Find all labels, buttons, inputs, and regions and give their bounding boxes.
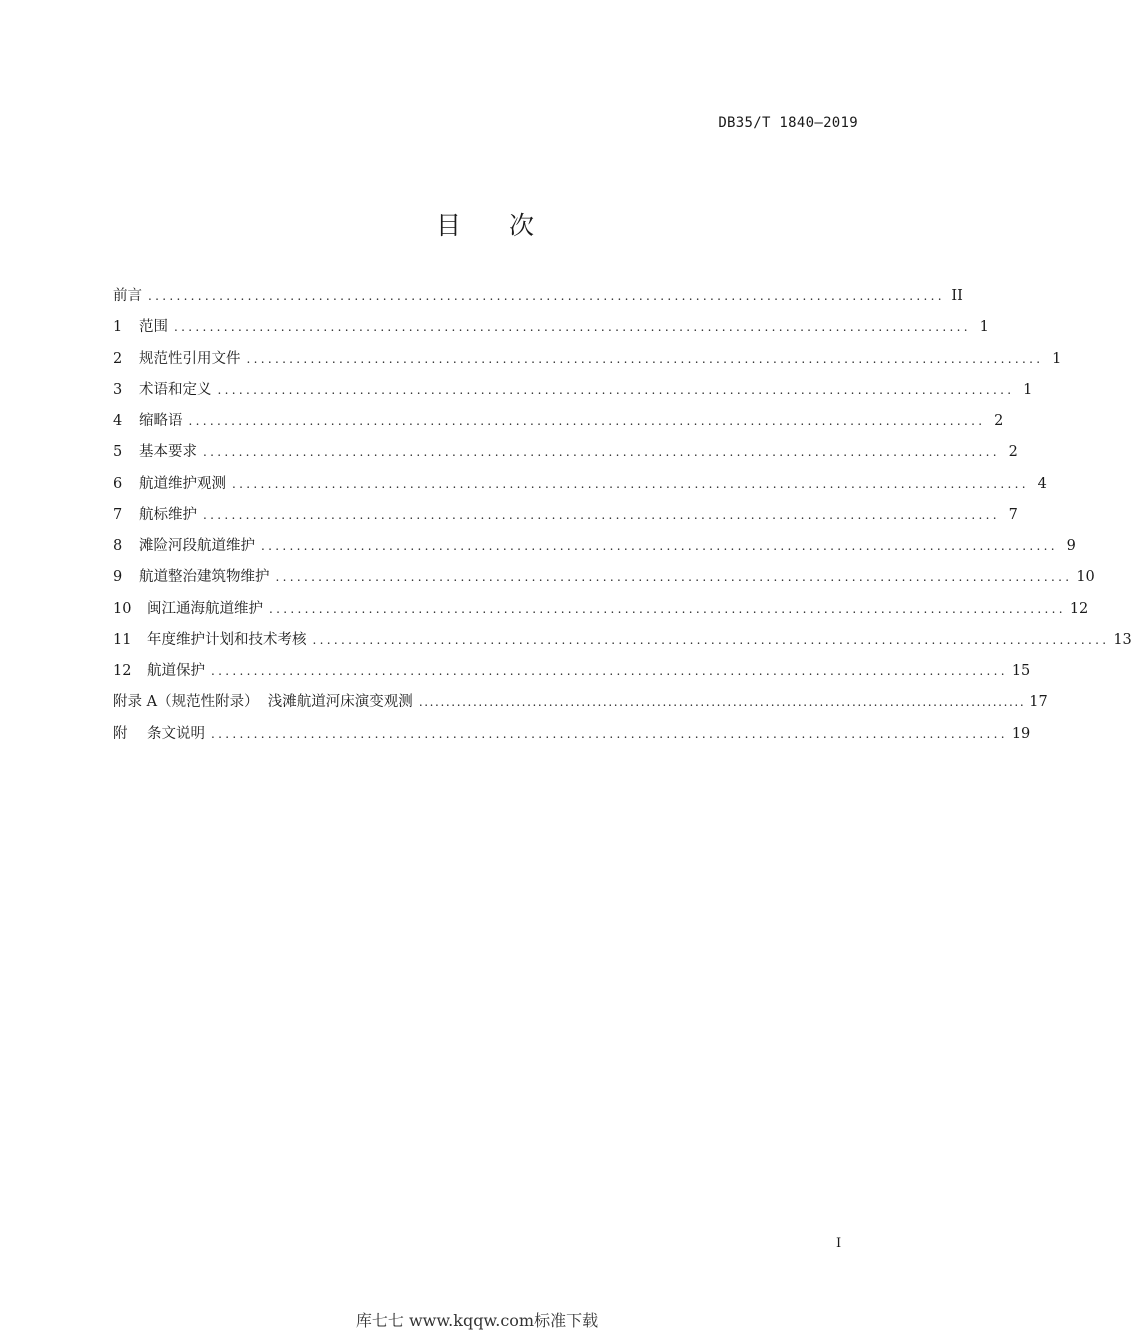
toc-entry-10[interactable] [113,597,1089,628]
toc-entry-label: 条文说明 [147,725,205,742]
toc-entry-number: 附 [113,725,128,742]
toc-entry-page: 2 [994,413,1004,429]
toc-entry-number: 6 [113,475,123,492]
toc-entry-page: 1 [1052,350,1062,367]
toc-entry-number: 3 [113,381,123,398]
dot-leader: ................................................................................................................ [418,695,1026,710]
toc-entry-number: 5 [113,444,123,461]
toc-entry-page: 2 [1008,444,1018,461]
toc-entry-number: 12 [113,663,132,679]
toc-entry-8[interactable] [113,534,1076,565]
toc-entry-page: 13 [1113,631,1132,648]
toc-entry-label: 闽江通海航道维护 [147,600,263,617]
toc-entry-page: 4 [1037,475,1047,492]
toc-entry-page: 15 [1011,663,1031,679]
toc-entry-preface[interactable] [113,284,963,315]
toc-entry-12[interactable] [113,659,1031,690]
toc-entry-page: 1 [1023,381,1033,398]
dot-leader: ................................................................................................................ [217,382,1015,397]
toc-entry-number: 11 [113,631,132,648]
toc-entry-explanation[interactable] [113,722,1031,753]
toc-entry-4[interactable] [113,409,1004,440]
toc-entry-label: 附录 A（规范性附录） 浅滩航道河床演变观测 [113,694,413,711]
toc-entry-page: 19 [1011,725,1031,742]
toc-entry-number: 10 [113,600,132,617]
dot-leader: ................................................................................................................ [269,601,1066,616]
toc-entry-page: 12 [1069,600,1089,617]
toc-entry-label: 前言 [113,288,142,304]
toc-entry-6[interactable] [113,472,1047,503]
toc-entry-label: 航道维护观测 [139,475,226,492]
dot-leader: ................................................................................................................ [188,414,986,428]
toc-entry-7[interactable] [113,503,1018,534]
toc-entry-1[interactable] [113,315,989,346]
dot-leader: ................................................................................................................ [211,726,1008,741]
dot-leader: ................................................................................................................ [312,632,1110,647]
toc-entry-label: 年度维护计划和技术考核 [147,631,307,648]
toc-entry-page: 7 [1008,506,1018,523]
toc-entry-number: 7 [113,506,123,523]
toc-entry-page: II [951,288,963,304]
toc-entry-page: 17 [1029,694,1048,711]
toc-entry-label: 航标维护 [139,506,197,523]
table-of-contents [113,284,1132,753]
dot-leader: ................................................................................................................ [148,289,945,303]
page-number: I [836,1236,842,1251]
toc-entry-number: 1 [113,319,123,336]
toc-entry-number: 2 [113,350,123,367]
toc-entry-label: 范围 [139,319,168,336]
toc-entry-number: 4 [113,413,123,429]
toc-entry-page: 1 [979,319,989,336]
toc-entry-label: 航道整治建筑物维护 [139,569,270,586]
toc-entry-label: 缩略语 [139,413,183,429]
dot-leader: ................................................................................................................ [275,570,1073,585]
dot-leader: ................................................................................................................ [261,539,1058,553]
dot-leader: ................................................................................................................ [203,507,1000,522]
toc-entry-11[interactable] [113,628,1132,659]
toc-entry-page: 10 [1076,569,1095,586]
toc-entry-3[interactable] [113,378,1033,409]
toc-entry-appendix-a[interactable] [113,690,1048,721]
dot-leader: ................................................................................................................ [232,476,1029,491]
dot-leader: ................................................................................................................ [211,664,1008,678]
title-char-1: 目 [435,211,461,240]
toc-entry-number: 8 [113,538,123,554]
watermark-text: 库七七 www.kqqw.com标准下载 [355,1311,599,1330]
toc-entry-5[interactable] [113,440,1018,471]
dot-leader: ................................................................................................................ [174,320,971,335]
toc-entry-label: 航道保护 [147,663,205,679]
toc-entry-label: 滩险河段航道维护 [139,538,255,554]
toc-entry-page: 9 [1066,538,1076,554]
toc-entry-9[interactable] [113,565,1095,596]
toc-entry-label: 规范性引用文件 [139,350,241,367]
dot-leader: ................................................................................................................ [246,351,1044,366]
toc-entry-number: 9 [113,569,123,586]
dot-leader: ................................................................................................................ [203,445,1000,460]
title-char-2: 次 [509,211,535,240]
toc-entry-label: 基本要求 [139,444,197,461]
toc-entry-2[interactable] [113,347,1062,378]
document-code: DB35/T 1840—2019 [718,115,858,131]
toc-entry-label: 术语和定义 [139,381,212,398]
page-title [10,206,960,242]
